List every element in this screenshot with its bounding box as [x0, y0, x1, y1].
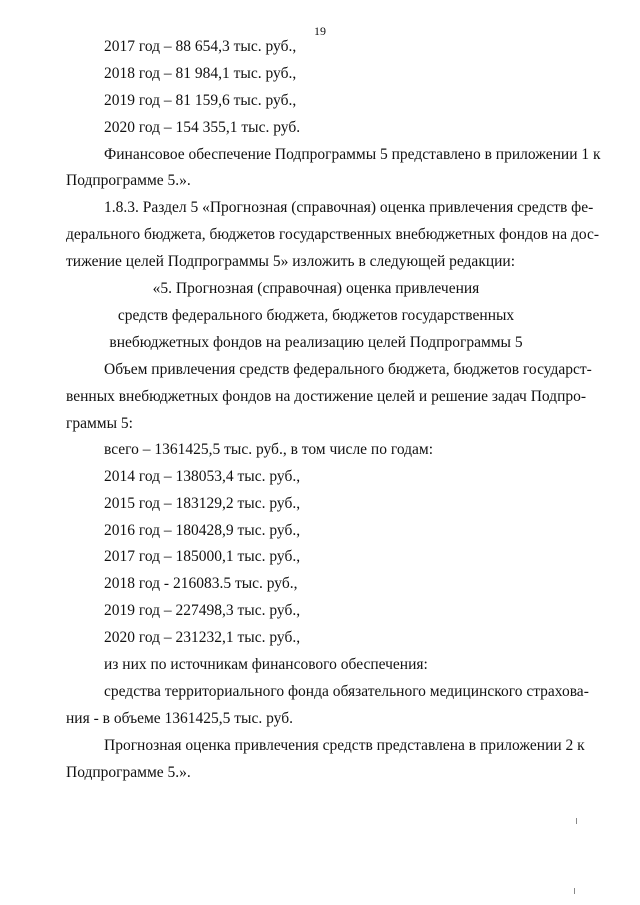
year-line-2017: 2017 год – 88 654,3 тыс. руб.,	[104, 38, 297, 55]
paragraph-line: венных внебюджетных фондов на достижение целей и решение задач Подпро-	[66, 388, 587, 405]
year-line-2015: 2015 год – 183129,2 тыс. руб.,	[104, 495, 301, 512]
year-line-2020: 2020 год – 154 355,1 тыс. руб.	[104, 119, 301, 136]
year-line-2020b: 2020 год – 231232,1 тыс. руб.,	[104, 629, 301, 646]
paragraph-line: Финансовое обеспечение Подпрограммы 5 представлено в приложении 1 к	[104, 146, 601, 163]
page-number: 19	[314, 24, 326, 38]
scan-mark	[574, 888, 575, 894]
paragraph-line: средства территориального фонда обязательного медицинского страхова-	[104, 683, 589, 700]
year-line-2019b: 2019 год – 227498,3 тыс. руб.,	[104, 602, 301, 619]
paragraph-line: тижение целей Подпрограммы 5» изложить в следующей редакции:	[66, 253, 516, 270]
heading-line: «5. Прогнозная (справочная) оценка привлечения	[152, 280, 480, 297]
year-line-2018b: 2018 год - 216083.5 тыс. руб.,	[104, 575, 298, 592]
paragraph-line: Подпрограмме 5.».	[66, 172, 191, 189]
paragraph-line: ния - в объеме 1361425,5 тыс. руб.	[66, 710, 293, 727]
year-line-2019: 2019 год – 81 159,6 тыс. руб.,	[104, 92, 297, 109]
paragraph-line: Прогнозная оценка привлечения средств представлена в приложении 2 к	[104, 737, 585, 754]
year-line-2017b: 2017 год – 185000,1 тыс. руб.,	[104, 548, 301, 565]
paragraph-line: дерального бюджета, бюджетов государственных внебюджетных фондов на дос-	[66, 226, 600, 243]
paragraph-line: Объем привлечения средств федерального бюджета, бюджетов государст-	[104, 361, 592, 378]
year-line-2016: 2016 год – 180428,9 тыс. руб.,	[104, 522, 301, 539]
year-line-2014: 2014 год – 138053,4 тыс. руб.,	[104, 468, 301, 485]
heading-line: внебюджетных фондов на реализацию целей Подпрограммы 5	[109, 334, 523, 351]
sources-line: из них по источникам финансового обеспечения:	[104, 656, 428, 673]
scan-mark	[576, 818, 577, 824]
paragraph-line: Подпрограмме 5.».	[66, 764, 191, 781]
heading-line: средств федерального бюджета, бюджетов государственных	[117, 307, 515, 324]
year-line-2018: 2018 год – 81 984,1 тыс. руб.,	[104, 65, 297, 82]
paragraph-line: 1.8.3. Раздел 5 «Прогнозная (справочная) оценка привлечения средств фе-	[104, 199, 594, 216]
paragraph-line: граммы 5:	[66, 415, 133, 432]
total-line: всего – 1361425,5 тыс. руб., в том числе по годам:	[104, 441, 434, 458]
